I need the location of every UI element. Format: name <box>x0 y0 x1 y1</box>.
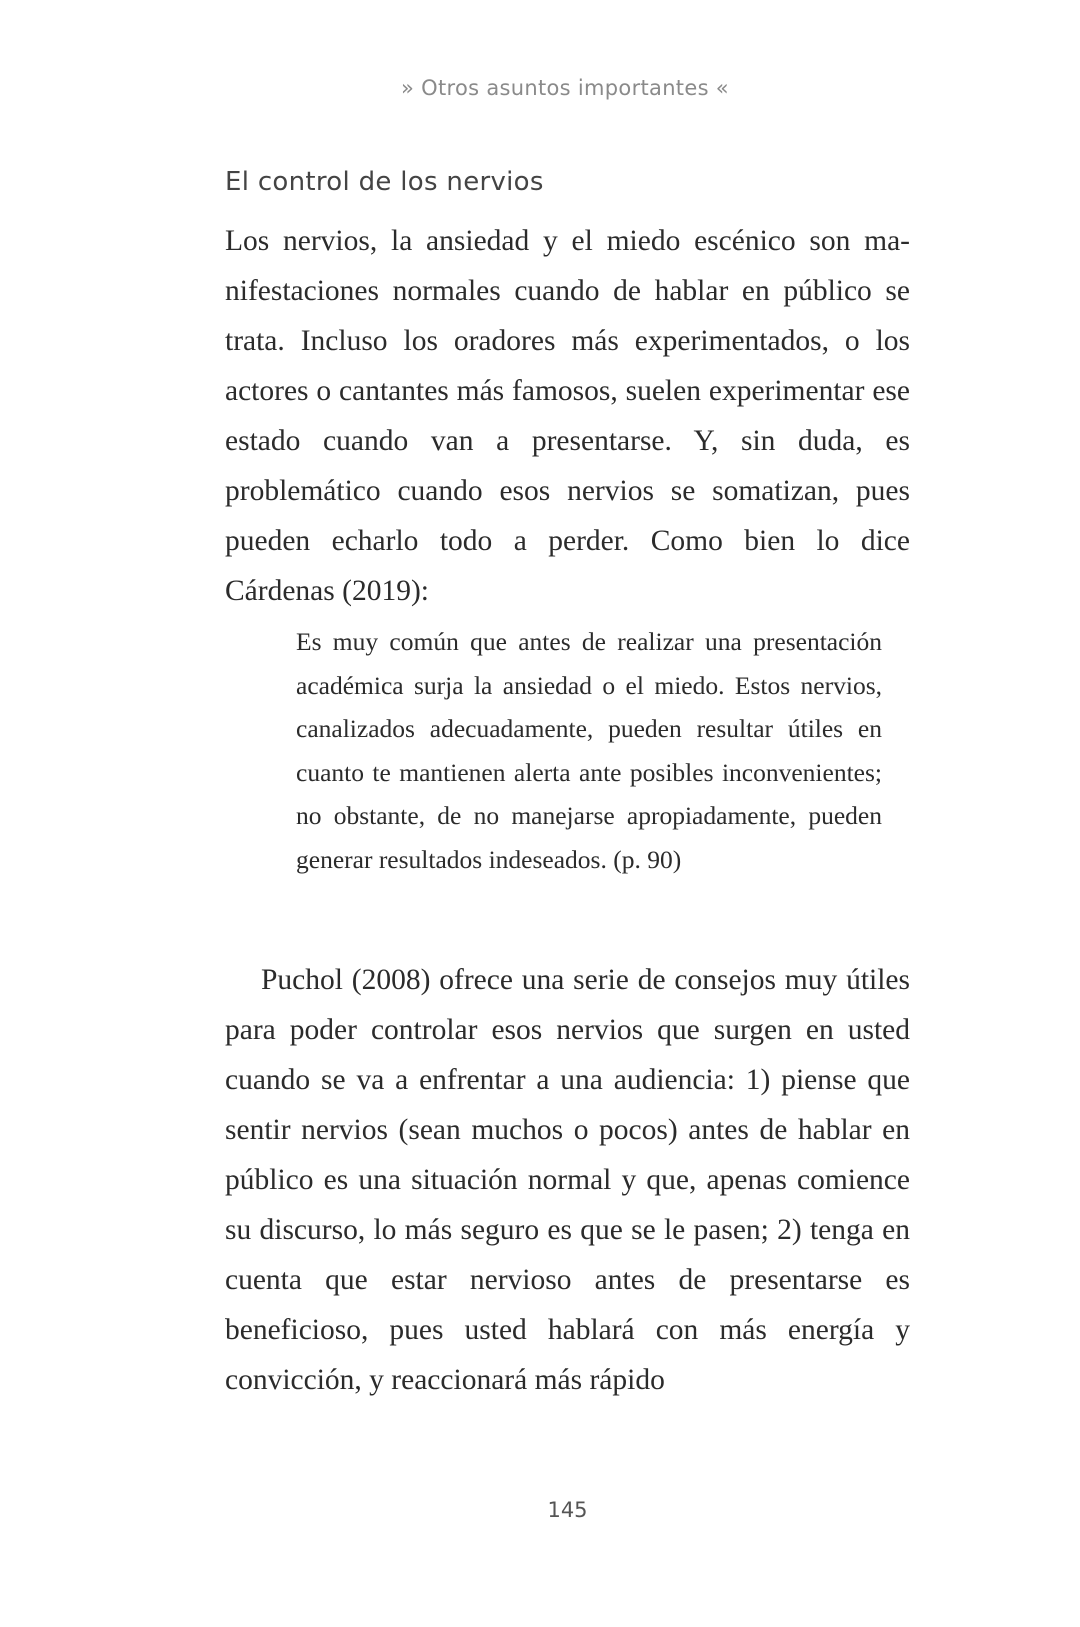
puchol-paragraph: Puchol (2008) ofrece una serie de consejos muy útiles para poder controlar esos nervios que surgen en usted cuando se va a enfrentar a una audiencia: 1) piense que sentir nervios (sean muchos o pocos) antes de hablar en público es una situación normal y que, apenas comience su discurso, lo más seguro es que se le pasen; 2) tenga en cuenta que estar nervioso antes de presentarse es beneficioso, pues usted hablará con más energía y convicción, y reaccionará más rápido <box>225 964 910 1396</box>
block-quote: Es muy común que antes de realizar una presentación académica surja la ansiedad o el miedo. Estos nervios, canalizados adecuadamente, pueden resultar útiles en cuanto te mantienen alerta ante posibles inconvenientes; no obstante, de no manejarse apropiadamente, pueden generar resultados indeseados. (p. 90) <box>296 627 882 874</box>
section-title: El control de los nervios <box>225 167 544 197</box>
page-number: 145 <box>547 1498 588 1522</box>
running-header: » Otros asuntos importantes « <box>401 76 729 100</box>
intro-paragraph: Los nervios, la ansiedad y el miedo escénico son manifestaciones normales cuando de hablar en público se trata. Incluso los oradores más experimentados, o los actores o cantantes más famosos, suelen experimentar ese estado cuando van a presentarse. Y, sin duda, es problemático cuando esos nervios se somatizan, pues pueden echarlo todo a perder. Como bien lo dice Cárdenas (2019): <box>225 225 910 607</box>
